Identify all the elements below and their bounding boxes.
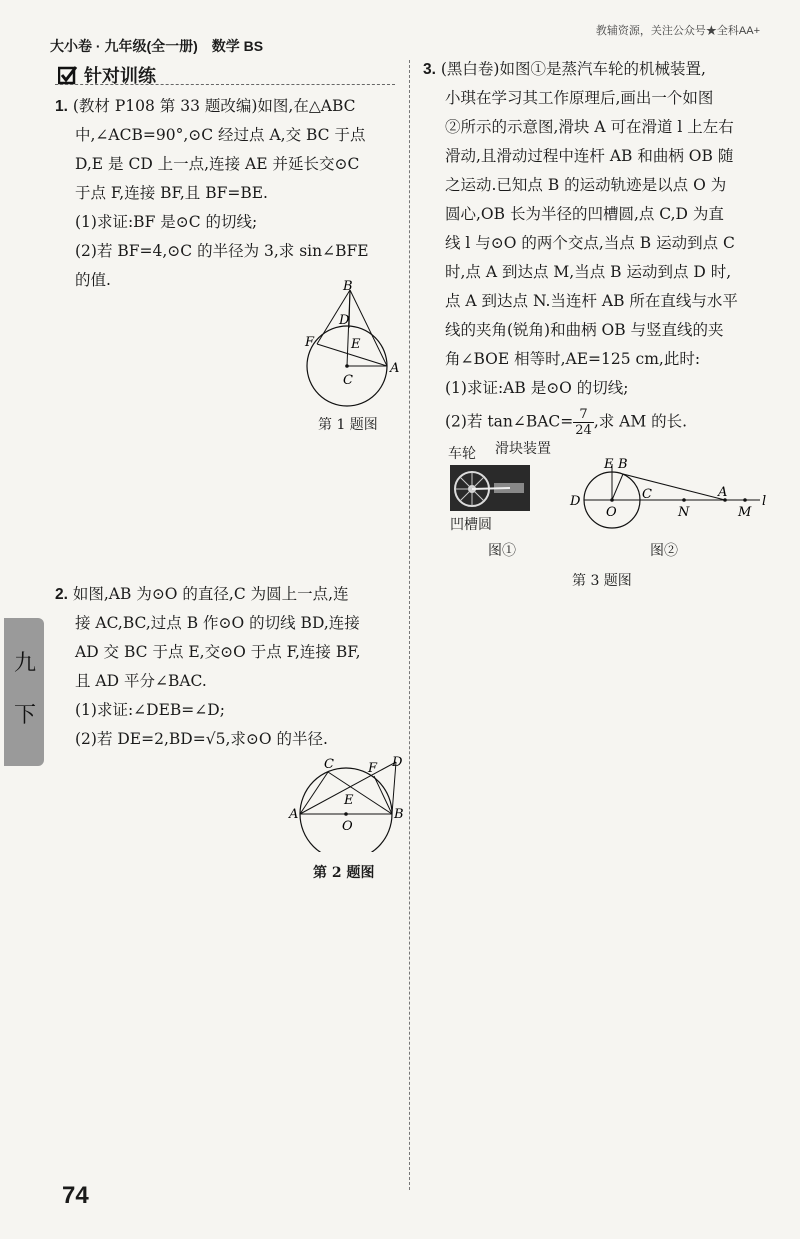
fraction-denominator: 24: [575, 423, 592, 438]
q3-line: 小琪在学习其工作原理后,画出一个如图: [445, 89, 714, 107]
label-B: B: [343, 280, 353, 294]
q2-line: 如图,AB 为⊙O 的直径,C 为圆上一点,连: [72, 585, 349, 603]
label-F: F: [368, 761, 378, 776]
q1-line: (2)若 BF=4,⊙C 的半径为 3,求 sin∠BFE: [75, 242, 369, 260]
question-2: [55, 580, 400, 754]
label-l: l: [762, 494, 767, 509]
checkbox-icon: [58, 65, 78, 85]
label-slider: 滑块装置: [495, 441, 551, 457]
page-number: 74: [62, 1182, 89, 1209]
label-groove: 凹槽圆: [450, 517, 492, 533]
q1-line: 的值.: [75, 271, 111, 289]
label-E: E: [351, 337, 361, 352]
column-divider: [409, 60, 410, 1190]
label-A: A: [289, 807, 299, 822]
q3-line: 线 l 与⊙O 的两个交点,当点 B 运动到点 C: [445, 234, 735, 252]
figure-1: [295, 280, 405, 410]
label-D: D: [392, 755, 403, 770]
figure-2-caption: 第 2 题图: [313, 865, 375, 881]
q1-line: D,E 是 CD 上一点,连接 AE 并延长交⊙C: [75, 155, 360, 173]
q3-line: 圆心,OB 长为半径的凹槽圆,点 C,D 为直: [445, 205, 724, 223]
tab-char: 九: [14, 651, 37, 676]
q3-part2: [423, 407, 773, 438]
q3-line: 时,点 A 到达点 M,当点 B 运动到点 D 时,: [445, 263, 732, 281]
q3-line: 滑动,且滑动过程中连杆 AB 和曲柄 OB 随: [445, 147, 734, 165]
question-number: 2.: [55, 586, 68, 603]
figure-1-caption: 第 1 题图: [318, 417, 378, 433]
q2-line: AD 交 BC 于点 E,交⊙O 于点 F,连接 BF,: [75, 643, 361, 661]
label-O: O: [342, 819, 353, 834]
label-D: D: [570, 494, 581, 509]
steam-wheel-photo: [450, 465, 530, 511]
q1-line: 中,∠ACB=90°,⊙C 经过点 A,交 BC 于点: [75, 126, 366, 144]
label-C: C: [642, 487, 652, 502]
question-3: [423, 55, 773, 438]
label-M: M: [738, 505, 752, 520]
figure-3-caption: 第 3 题图: [572, 573, 632, 589]
label-B: B: [394, 807, 404, 822]
q3-line: 角∠BOE 相等时,AE=125 cm,此时:: [445, 350, 701, 368]
divider: [55, 84, 395, 85]
label-C: C: [324, 757, 334, 772]
q3-part2-suffix: ,求 AM 的长.: [593, 412, 688, 431]
q1-line: 于点 F,连接 BF,且 BF=BE.: [75, 184, 268, 202]
fraction: [573, 407, 594, 438]
label-A: A: [390, 361, 400, 376]
figure-2: [288, 752, 408, 852]
label-F: F: [305, 335, 315, 350]
q3-line: (黑白卷)如图①是蒸汽车轮的机械装置,: [440, 60, 706, 78]
q1-line: (教材 P108 第 33 题改编)如图,在△ABC: [72, 97, 356, 115]
q1-line: (1)求证:BF 是⊙C 的切线;: [75, 213, 258, 231]
q2-line: (1)求证:∠DEB=∠D;: [75, 701, 225, 719]
fig2-caption: 图②: [650, 543, 678, 559]
label-wheel: 车轮: [448, 446, 476, 462]
section-title: 针对训练: [84, 66, 156, 86]
q2-line: 接 AC,BC,过点 B 作⊙O 的切线 BD,连接: [75, 614, 360, 632]
label-E: E: [344, 793, 354, 808]
fraction-numerator: 7: [573, 407, 594, 423]
label-C: C: [343, 373, 353, 388]
fig1-caption: 图①: [488, 543, 516, 559]
figure-3-2: [560, 450, 775, 530]
label-E: E: [604, 457, 614, 472]
q3-line: 之运动.已知点 B 的运动轨迹是以点 O 为: [445, 176, 727, 194]
page-header: 大小卷 · 九年级(全一册) 数学 BS: [50, 38, 264, 54]
label-N: N: [678, 505, 690, 520]
q2-line: 且 AD 平分∠BAC.: [75, 672, 207, 690]
label-D: D: [339, 313, 350, 328]
question-number: 3.: [423, 61, 436, 78]
q3-line: 点 A 到达点 N.当连杆 AB 所在直线与水平: [445, 292, 738, 310]
q3-line: (1)求证:AB 是⊙O 的切线;: [445, 379, 629, 397]
wheel-icon: [450, 465, 530, 511]
label-A: A: [718, 485, 728, 500]
question-1: [55, 92, 400, 295]
q3-line: ②所示的示意图,滑块 A 可在滑道 l 上左右: [445, 118, 734, 136]
watermark-text: 教辅资源，关注公众号★全科AA+: [595, 25, 760, 37]
chapter-tab: [4, 618, 44, 766]
question-number: 1.: [55, 98, 68, 115]
q2-line: (2)若 DE=2,BD=√5,求⊙O 的半径.: [75, 730, 328, 748]
label-B: B: [618, 457, 628, 472]
q3-part2-prefix: (2)若 tan∠BAC=: [445, 412, 574, 431]
q3-line: 线的夹角(锐角)和曲柄 OB 与竖直线的夹: [445, 321, 724, 339]
tab-char: 下: [14, 703, 37, 728]
label-O: O: [606, 505, 617, 520]
